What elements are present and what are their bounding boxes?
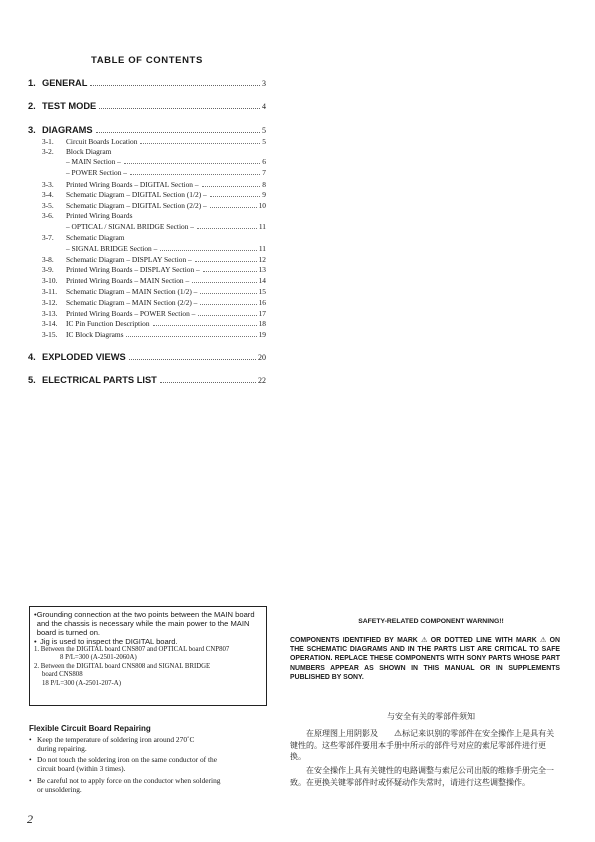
note-jig xyxy=(34,637,262,646)
toc-page-number: 12 xyxy=(258,255,266,264)
safety-chinese-paragraph-2: 在安全操作上具有关键性的电路调整与索尼公司出版的维修手册完全一致。在更换关键零部件时或怀疑动作失常时，请进行这些调整操作。 xyxy=(290,766,554,787)
toc-item-3-10[interactable] xyxy=(42,276,266,285)
toc-section-electrical-parts-list[interactable] xyxy=(28,375,266,386)
toc-item-label: Printed Wiring Boards – MAIN Section – xyxy=(66,276,190,285)
toc-item-label: Schematic Diagram – MAIN Section (2/2) – xyxy=(66,298,198,307)
toc-item-3-1[interactable] xyxy=(42,137,266,146)
toc-page-number: 5 xyxy=(262,137,266,146)
bullet-icon: • xyxy=(29,735,32,744)
flex-item-text: circuit board (within 3 times). xyxy=(37,764,126,773)
toc-page-number: 10 xyxy=(258,201,266,210)
safety-chinese-text: 在原理图上用阴影及 xyxy=(306,729,378,738)
toc-item-label: Printed Wiring Boards – DIGITAL Section – xyxy=(66,180,199,189)
toc-section-test-mode[interactable] xyxy=(28,101,266,112)
toc-leader-dots xyxy=(99,108,260,109)
toc-section-general[interactable] xyxy=(28,78,266,89)
jig-item-text: board CNS808 xyxy=(42,671,83,679)
jig-item-text: 2. Between the DIGITAL board CNS808 and SIGNAL BRIDGE xyxy=(34,662,211,670)
toc-item-label: Circuit Boards Location xyxy=(66,137,138,146)
toc-item-3-3[interactable] xyxy=(42,180,266,189)
notes-box xyxy=(29,606,267,706)
flex-item-temperature xyxy=(29,735,267,753)
bullet-icon: • xyxy=(34,637,37,646)
toc-item-label: Schematic Diagram – DISPLAY Section – xyxy=(66,255,192,264)
note-text: Grounding connection at the two points between the MAIN board and the chassis is necessary while the main power to the MAIN board is turned on. xyxy=(36,610,255,637)
bullet-icon: • xyxy=(34,610,37,619)
flex-item-text: Be careful not to apply force on the conductor when soldering xyxy=(37,776,221,785)
toc-section-label: EXPLODED VIEWS xyxy=(42,352,126,362)
toc-leader-dots xyxy=(197,228,257,229)
toc-page-number: 20 xyxy=(258,353,266,362)
bullet-icon: • xyxy=(29,755,32,764)
warning-triangle-icon: ⚠ xyxy=(421,637,428,644)
toc-item-number: 3-12. xyxy=(42,298,58,307)
toc-page-number: 18 xyxy=(258,319,266,328)
toc-section-exploded-views[interactable] xyxy=(28,352,266,363)
toc-item-3-15[interactable] xyxy=(42,330,266,339)
toc-page-number: 11 xyxy=(258,244,266,253)
toc-section-label: DIAGRAMS xyxy=(42,125,93,135)
jig-item-2 xyxy=(34,663,262,688)
toc-section-label: TEST MODE xyxy=(42,101,97,111)
safety-warning-body xyxy=(290,636,560,682)
toc-item-3-6-optical[interactable] xyxy=(66,222,266,231)
flex-repair-title: Flexible Circuit Board Repairing xyxy=(29,724,151,733)
toc-item-number: 3-3. xyxy=(42,180,54,189)
safety-chinese-paragraph-1 xyxy=(290,728,558,763)
toc-page-number: 19 xyxy=(258,330,266,339)
toc-item-number: 3-5. xyxy=(42,201,54,210)
toc-item-3-4[interactable] xyxy=(42,190,266,199)
toc-item-number: 3-11. xyxy=(42,287,58,296)
toc-item-number: 3-10. xyxy=(42,276,58,285)
toc-item-label: Printed Wiring Boards – POWER Section – xyxy=(66,309,196,318)
safety-text: ON THE SCHEMATIC DIAGRAMS AND IN THE PARTS LIST ARE CRITICAL TO SAFE OPERATION. REPLACE THESE COMPONENTS WITH SONY PARTS WHOSE PART NUMBERS APPEAR AS SHOWN IN THIS MANUAL OR IN SUPPLEMENTS PUBLISHED BY SONY. xyxy=(290,637,561,681)
toc-item-label: IC Block Diagrams xyxy=(66,330,124,339)
toc-item-label: Schematic Diagram – DIGITAL Section (2/2) – xyxy=(66,201,207,210)
toc-item-3-14[interactable] xyxy=(42,319,266,328)
toc-page-number: 13 xyxy=(258,265,266,274)
flex-item-text: Keep the temperature of soldering iron around 270˚C xyxy=(37,735,195,744)
toc-section-number: 3. xyxy=(28,125,36,135)
toc-leader-dots xyxy=(198,315,256,316)
toc-item-number: 3-15. xyxy=(42,330,58,339)
toc-item-label: Block Diagram xyxy=(66,147,112,156)
toc-item-label: Schematic Diagram – DIGITAL Section (1/2) – xyxy=(66,190,207,199)
toc-item-number: 3-7. xyxy=(42,233,54,242)
toc-leader-dots xyxy=(195,261,257,262)
toc-page-number: 11 xyxy=(258,222,266,231)
toc-leader-dots xyxy=(153,325,257,326)
toc-section-diagrams[interactable] xyxy=(28,125,266,136)
toc-leader-dots xyxy=(210,196,261,197)
toc-page-number: 16 xyxy=(258,298,266,307)
toc-leader-dots xyxy=(96,132,260,133)
toc-leader-dots xyxy=(140,143,260,144)
toc-page-number: 22 xyxy=(258,376,266,385)
flex-item-text: or unsoldering. xyxy=(37,785,82,794)
bullet-icon: • xyxy=(29,776,32,785)
toc-leader-dots xyxy=(202,186,261,187)
toc-leader-dots xyxy=(124,163,260,164)
toc-page-number: 5 xyxy=(262,126,266,135)
toc-item-3-7-signal-bridge[interactable] xyxy=(66,244,266,253)
toc-item-number: 3-6. xyxy=(42,211,54,220)
toc-item-number: 3-14. xyxy=(42,319,58,328)
toc-item-number: 3-2. xyxy=(42,147,54,156)
jig-item-part: 8 P/L=300 (A-2501-2060A) xyxy=(60,654,137,662)
toc-page-number: 17 xyxy=(258,309,266,318)
toc-leader-dots xyxy=(200,304,256,305)
toc-item-number: 3-13. xyxy=(42,309,58,318)
toc-page-number: 4 xyxy=(262,102,266,111)
toc-item-number: 3-1. xyxy=(42,137,54,146)
jig-item-1 xyxy=(34,646,262,663)
safety-chinese-text: 标记来识别的零部件在安全操作上是具有关键性的。这些零部件要用本手册中所示的部件号对应的索尼零部件进行更换。 xyxy=(290,729,555,761)
toc-page-number: 8 xyxy=(262,180,266,189)
toc-item-number: 3-9. xyxy=(42,265,54,274)
toc-item-label: Schematic Diagram xyxy=(66,233,125,242)
toc-section-number: 4. xyxy=(28,352,36,362)
toc-page-number: 6 xyxy=(262,157,266,166)
toc-leader-dots xyxy=(90,85,260,86)
toc-item-3-2[interactable] xyxy=(42,147,266,156)
toc-item-3-7[interactable] xyxy=(42,233,266,242)
toc-item-3-13[interactable] xyxy=(42,309,266,318)
flex-item-force xyxy=(29,776,267,794)
safety-text: COMPONENTS IDENTIFIED BY MARK xyxy=(290,637,418,644)
toc-title: TABLE OF CONTENTS xyxy=(91,55,203,66)
toc-leader-dots xyxy=(210,207,257,208)
toc-item-number: 3-8. xyxy=(42,255,54,264)
toc-page-number: 14 xyxy=(258,276,266,285)
toc-item-3-6[interactable] xyxy=(42,211,266,220)
warning-triangle-icon: ⚠ xyxy=(540,637,547,644)
toc-leader-dots xyxy=(160,250,257,251)
toc-leader-dots xyxy=(192,282,256,283)
toc-leader-dots xyxy=(160,382,256,383)
safety-warning-title: SAFETY-RELATED COMPONENT WARNING!! xyxy=(358,618,504,625)
toc-leader-dots xyxy=(129,359,256,360)
toc-item-label: Printed Wiring Boards xyxy=(66,211,133,220)
toc-item-3-12[interactable] xyxy=(42,298,266,307)
toc-section-label: ELECTRICAL PARTS LIST xyxy=(42,375,157,385)
toc-item-3-9[interactable] xyxy=(42,265,266,274)
toc-item-label: IC Pin Function Description xyxy=(66,319,150,328)
toc-page-number: 3 xyxy=(262,79,266,88)
safety-warning-title-chinese: 与安全有关的零部件须知 xyxy=(387,712,475,721)
toc-item-3-8[interactable] xyxy=(42,255,266,264)
toc-item-label: – MAIN Section – xyxy=(66,157,121,166)
toc-item-label: – POWER Section – xyxy=(66,168,127,177)
toc-section-label: GENERAL xyxy=(42,78,88,88)
toc-section-number: 5. xyxy=(28,375,36,385)
toc-leader-dots xyxy=(130,174,260,175)
toc-item-3-2-power[interactable] xyxy=(66,168,266,177)
jig-item-part: 18 P/L=300 (A-2501-207-A) xyxy=(42,679,121,687)
page-number: 2 xyxy=(27,812,33,826)
jig-item-text: 1. Between the DIGITAL board CNS807 and OPTICAL board CNP807 xyxy=(34,646,230,653)
flex-item-text: Do not touch the soldering iron on the same conductor of the xyxy=(37,755,218,764)
flex-item-text: during repairing. xyxy=(37,744,87,753)
flex-item-conductor xyxy=(29,755,267,773)
toc-section-number: 2. xyxy=(28,101,36,111)
safety-text: OR DOTTED LINE WITH MARK xyxy=(430,637,537,644)
toc-leader-dots xyxy=(203,271,257,272)
toc-item-label: – OPTICAL / SIGNAL BRIDGE Section – xyxy=(66,222,194,231)
toc-item-3-11[interactable] xyxy=(42,287,266,296)
toc-leader-dots xyxy=(126,336,256,337)
warning-triangle-icon: ⚠ xyxy=(394,728,403,738)
toc-item-3-5[interactable] xyxy=(42,201,266,210)
toc-page-number: 15 xyxy=(258,287,266,296)
note-grounding xyxy=(34,610,262,637)
toc-item-3-2-main[interactable] xyxy=(66,157,266,166)
toc-section-number: 1. xyxy=(28,78,36,88)
toc-leader-dots xyxy=(200,293,256,294)
toc-page-number: 7 xyxy=(262,168,266,177)
toc-page-number: 9 xyxy=(262,190,266,199)
toc-item-label: Schematic Diagram – MAIN Section (1/2) – xyxy=(66,287,198,296)
toc-item-label: – SIGNAL BRIDGE Section – xyxy=(66,244,158,253)
toc-item-label: Printed Wiring Boards – DISPLAY Section – xyxy=(66,265,200,274)
note-text: Jig is used to inspect the DIGITAL board. xyxy=(40,637,178,646)
toc-item-number: 3-4. xyxy=(42,190,54,199)
